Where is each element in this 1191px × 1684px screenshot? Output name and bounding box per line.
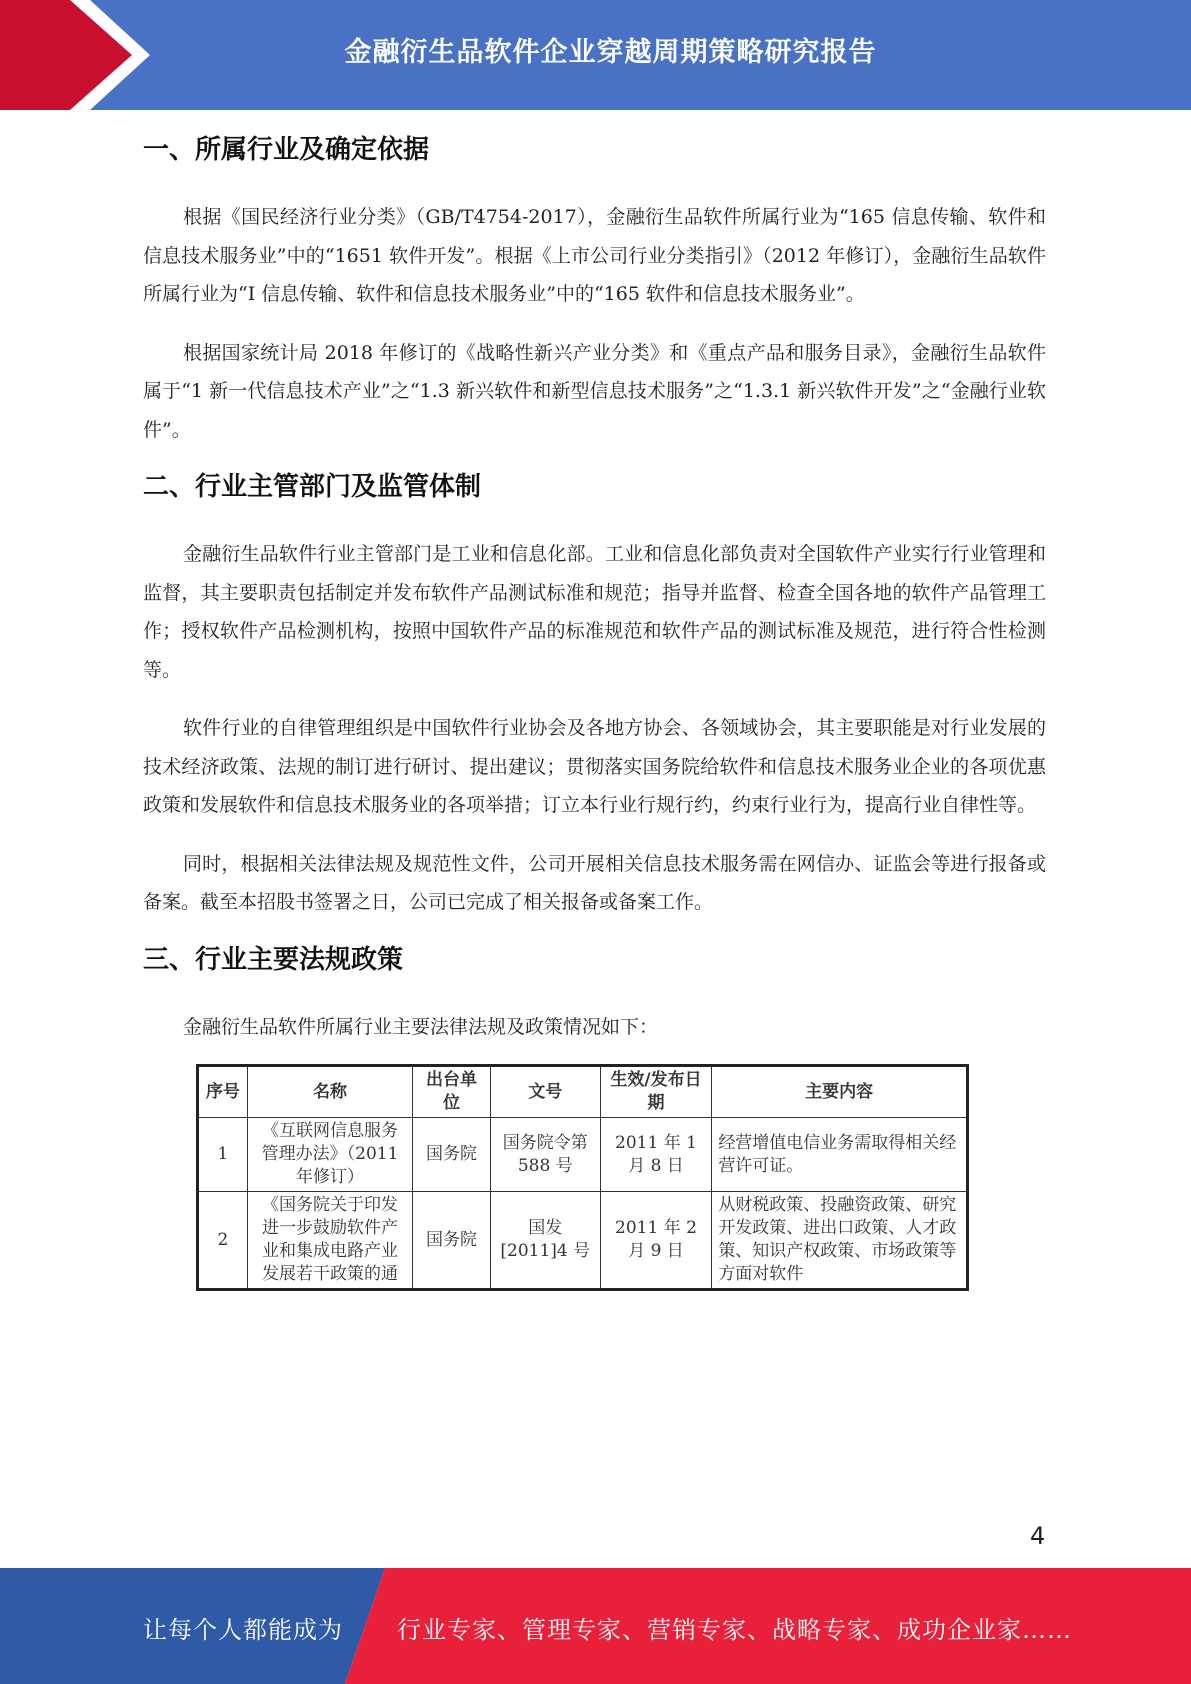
table-cell: 1 [198,1118,248,1192]
paragraph: 同时，根据相关法律法规及规范性文件，公司开展相关信息技术服务需在网信办、证监会等进行报备或备案。截至本招股书签署之日，公司已完成了相关报备或备案工作。 [143,852,1046,913]
page-footer [0,1568,1191,1684]
report-title: 金融衍生品软件企业穿越周期策略研究报告 [344,37,877,68]
table-cell: 2 [198,1192,248,1290]
table-cell: 国发 [2011]4 号 [490,1192,600,1290]
table-cell: 2011 年 2 月 9 日 [600,1192,712,1290]
section-heading-3: 三、行业主要法规政策 [143,944,404,975]
table-cell: 国务院令第 588 号 [490,1118,600,1192]
table-cell: 从财税政策、投融资政策、研究开发政策、进出口政策、人才政策、知识产权政策、市场政策等方面对软件 [712,1192,968,1290]
table-header-cell: 文号 [490,1066,600,1118]
table-header-cell: 生效/发布日期 [600,1066,712,1118]
table-cell: 经营增值电信业务需取得相关经营许可证。 [712,1118,968,1192]
page-number: 4 [1030,1522,1046,1550]
table-cell: 国务院 [413,1118,491,1192]
table-row [198,1118,968,1192]
table-header-row [198,1066,968,1118]
paragraph: 金融衍生品软件所属行业主要法律法规及政策情况如下： [183,1015,659,1038]
page-content [143,132,1046,1291]
table-header-cell: 主要内容 [712,1066,968,1118]
footer-slogan-left: 让每个人都能成为 [143,1616,343,1644]
page-header [0,0,1191,110]
paragraph: 根据《国民经济行业分类》（GB/T4754-2017），金融衍生品软件所属行业为“165 信息传输、软件和信息技术服务业”中的“1651 软件开发”。根据《上市公司行业分类指引》（2012 年修订），金融衍生品软件所属行业为“I 信息传输、软件和信息技术服务业”中的“165 软件和信息技术服务业”。 [143,206,1046,305]
footer-slogan-right: 行业专家、管理专家、营销专家、战略专家、成功企业家…… [397,1616,1072,1644]
paragraph: 根据国家统计局 2018 年修订的《战略性新兴产业分类》和《重点产品和服务目录》，金融衍生品软件属于“1 新一代信息技术产业”之“1.3 新兴软件和新型信息技术服务”之“1.3.1 新兴软件开发”之“金融行业软件”。 [143,341,1046,441]
table-cell: 2011 年 1 月 8 日 [600,1118,712,1192]
table-cell: 《国务院关于印发进一步鼓励软件产业和集成电路产业发展若干政策的通 [247,1192,412,1290]
table-cell: 国务院 [413,1192,491,1290]
table-header-cell: 名称 [247,1066,412,1118]
section-heading-1: 一、所属行业及确定依据 [143,135,430,165]
table-cell: 《互联网信息服务管理办法》（2011 年修订） [247,1118,412,1192]
table-header-cell: 出台单位 [413,1066,491,1118]
table-header-cell: 序号 [198,1066,248,1118]
section-heading-2: 二、行业主管部门及监管体制 [143,472,482,502]
paragraph: 金融衍生品软件行业主管部门是工业和信息化部。工业和信息化部负责对全国软件产业实行行业管理和监督，其主要职责包括制定并发布软件产品测试标准和规范；指导并监督、检查全国各地的软件产品管理工作；授权软件产品检测机构，按照中国软件产品的标准规范和软件产品的测试标准及规范，进行符合性检测等。 [143,543,1046,681]
policy-table-container [196,1064,969,1291]
table-row [198,1192,968,1290]
policy-table [196,1064,969,1291]
paragraph: 软件行业的自律管理组织是中国软件行业协会及各地方协会、各领域协会，其主要职能是对行业发展的技术经济政策、法规的制订进行研讨、提出建议；贯彻落实国务院给软件和信息技术服务业企业的各项优惠政策和发展软件和信息技术服务业的各项举措；订立本行业行规行约，约束行业行为，提高行业自律性等。 [143,717,1046,816]
